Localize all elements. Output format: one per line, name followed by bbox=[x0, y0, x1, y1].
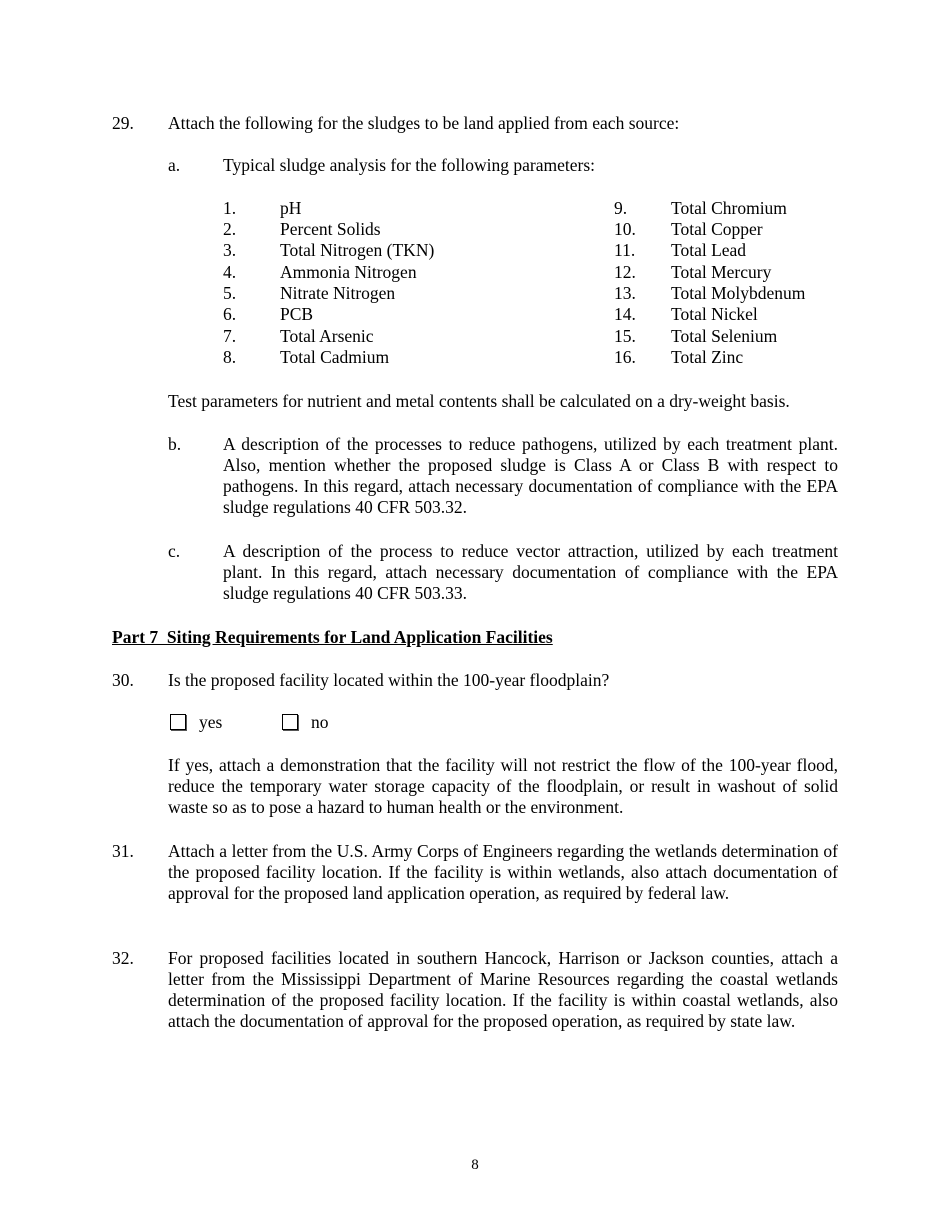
param-num: 1. bbox=[223, 198, 237, 218]
q30-text: Is the proposed facility located within the 100-year floodplain? bbox=[168, 670, 610, 690]
param-num: 13. bbox=[614, 283, 636, 303]
param-num: 12. bbox=[614, 262, 636, 282]
q29-number: 29. bbox=[112, 113, 134, 133]
q32-number: 32. bbox=[112, 948, 134, 968]
q32-text: For proposed facilities located in southern Hancock, Harrison or Jackson counties, attach a letter from the Mississippi Department of Marine Resources regarding the coastal wetlands determination of the proposed facility location. If the facility is within coastal wetlands, also attach the documentation of approval for the proposed operation, as required by state law. bbox=[168, 948, 838, 1031]
param-label: Total Selenium bbox=[671, 326, 778, 346]
param-num: 16. bbox=[614, 347, 636, 367]
q31-number: 31. bbox=[112, 841, 134, 861]
param-label: Total Mercury bbox=[671, 262, 772, 282]
param-num: 5. bbox=[223, 283, 237, 303]
yes-checkbox[interactable] bbox=[170, 714, 186, 730]
param-num: 4. bbox=[223, 262, 237, 282]
param-num: 2. bbox=[223, 219, 237, 239]
q29a-letter: a. bbox=[168, 155, 181, 175]
param-num: 14. bbox=[614, 304, 636, 324]
param-num: 7. bbox=[223, 326, 237, 346]
param-label: Total Arsenic bbox=[280, 326, 374, 346]
param-label: Percent Solids bbox=[280, 219, 381, 239]
q29b-text: A description of the processes to reduce pathogens, utilized by each treatment plant. Also, mention whether the proposed sludge is Class A or Class B with respect to pathogens. In this regard, attach necessary documentation of compliance with the EPA sludge regulations 40 CFR 503.32. bbox=[223, 434, 838, 517]
q30-number: 30. bbox=[112, 670, 134, 690]
param-label: pH bbox=[280, 198, 302, 218]
param-num: 8. bbox=[223, 347, 237, 367]
param-num: 11. bbox=[614, 240, 636, 260]
param-num: 3. bbox=[223, 240, 237, 260]
dry-weight-note: Test parameters for nutrient and metal contents shall be calculated on a dry-weight basis. bbox=[168, 391, 790, 411]
param-label: PCB bbox=[280, 304, 314, 324]
no-label: no bbox=[311, 712, 329, 732]
param-label: Total Molybdenum bbox=[671, 283, 806, 303]
page-number: 8 bbox=[471, 1157, 479, 1173]
param-num: 15. bbox=[614, 326, 636, 346]
param-label: Total Chromium bbox=[671, 198, 787, 218]
yes-label: yes bbox=[199, 712, 223, 732]
param-label: Total Lead bbox=[671, 240, 747, 260]
param-label: Total Nitrogen (TKN) bbox=[280, 240, 435, 260]
param-label: Total Zinc bbox=[671, 347, 744, 367]
param-num: 10. bbox=[614, 219, 636, 239]
param-label: Ammonia Nitrogen bbox=[280, 262, 417, 282]
q30-followup: If yes, attach a demonstration that the facility will not restrict the flow of the 100-year flood, reduce the temporary water storage capacity of the floodplain, or result in washout of solid waste so as to pose a hazard to human health or the environment. bbox=[168, 755, 838, 817]
q31-text: Attach a letter from the U.S. Army Corps of Engineers regarding the wetlands determination of the proposed facility location. If the facility is within wetlands, also attach documentation of approval for the proposed land application operation, as required by federal law. bbox=[168, 841, 838, 903]
part7-heading: Part 7 Siting Requirements for Land Application Facilities bbox=[112, 627, 553, 647]
q29-text: Attach the following for the sludges to be land applied from each source: bbox=[168, 113, 680, 133]
no-checkbox[interactable] bbox=[282, 714, 298, 730]
param-label: Total Nickel bbox=[671, 304, 758, 324]
param-num: 9. bbox=[614, 198, 628, 218]
q29c-text: A description of the process to reduce vector attraction, utilized by each treatment plant. In this regard, attach necessary documentation of compliance with the EPA sludge regulations 40 CFR 503.33. bbox=[223, 541, 838, 603]
q29b-letter: b. bbox=[168, 434, 182, 454]
param-num: 6. bbox=[223, 304, 237, 324]
param-label: Total Cadmium bbox=[280, 347, 390, 367]
param-label: Total Copper bbox=[671, 219, 763, 239]
q29a-text: Typical sludge analysis for the following parameters: bbox=[223, 155, 596, 175]
q29c-letter: c. bbox=[168, 541, 181, 561]
param-label: Nitrate Nitrogen bbox=[280, 283, 396, 303]
